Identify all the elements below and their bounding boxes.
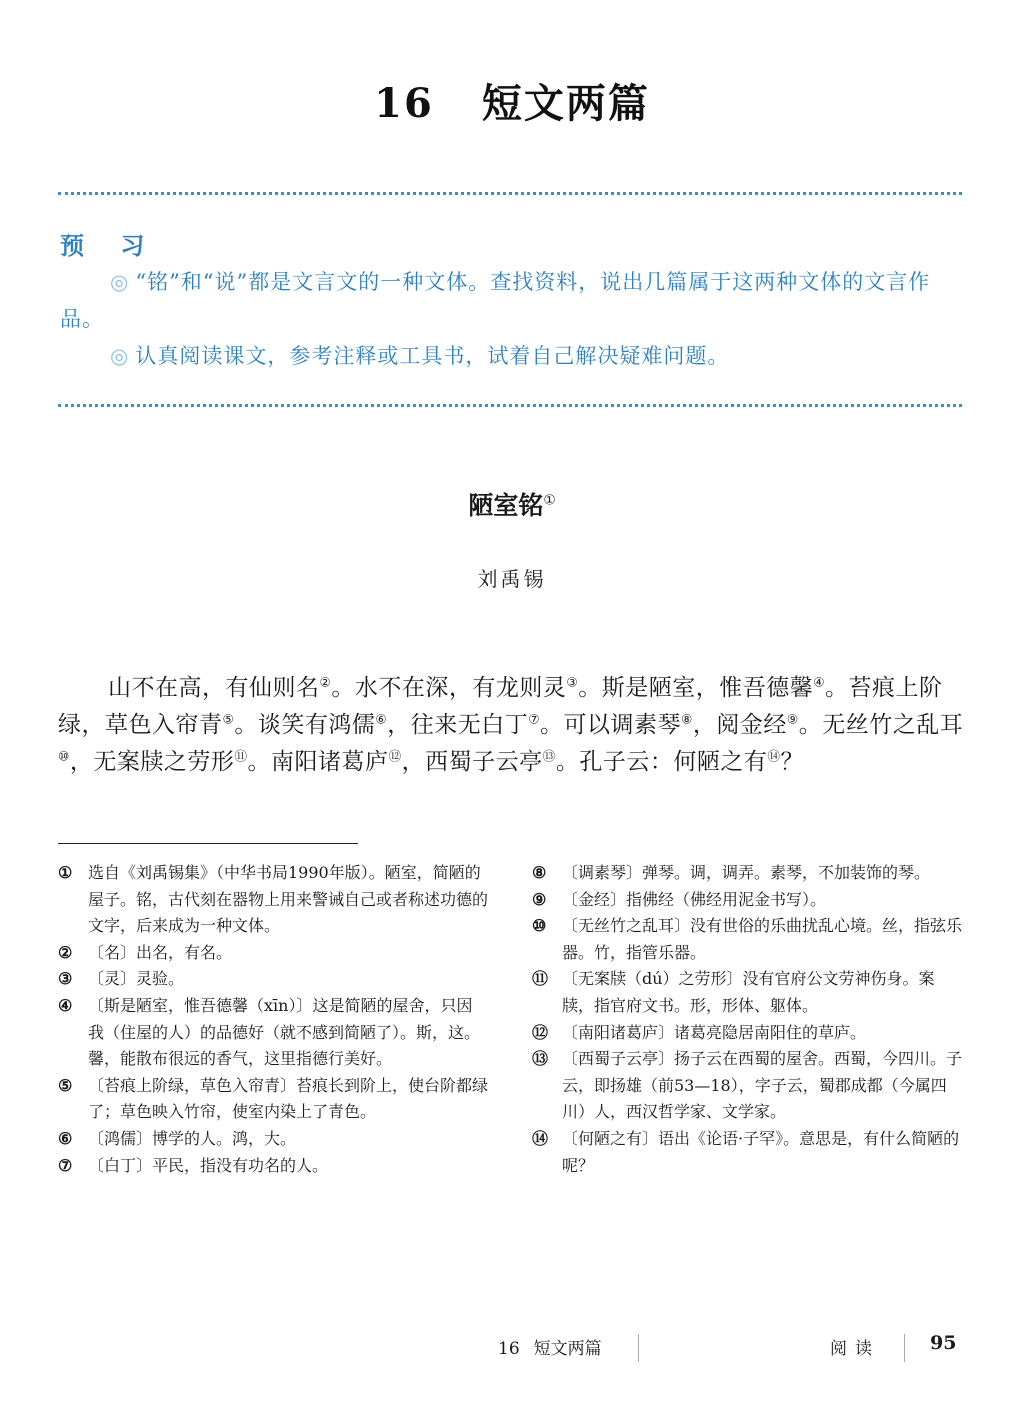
footnote-text: 〔何陋之有〕语出《论语·子罕》。意思是，有什么简陋的呢？ [562, 1128, 960, 1175]
footnote-text: 〔白丁〕平民，指没有功名的人。 [88, 1155, 329, 1175]
footnote-number: ⑩ [532, 916, 547, 936]
footnote-ref: ⑭ [767, 748, 781, 764]
footnote-item [58, 940, 488, 967]
footnote-text: 〔灵〕灵验。 [88, 969, 185, 989]
footnote-divider [58, 843, 358, 844]
footnote-text: 〔无丝竹之乱耳〕没有世俗的乐曲扰乱心境。丝，指弦乐器。竹，指管乐器。 [562, 916, 963, 962]
lesson-title [0, 72, 1024, 129]
footer-separator [638, 1334, 639, 1362]
footnote-item [58, 993, 488, 1073]
footnote-text: 〔鸿儒〕博学的人。鸿，大。 [88, 1128, 297, 1148]
article-text: 。无丝竹之乱耳 [798, 712, 964, 738]
footer-separator [904, 1334, 905, 1362]
footnote-item [58, 1073, 488, 1126]
footnote-text: 〔无案牍（dú）之劳形〕没有官府公文劳神伤身。案牍，指官府文书。形，形体、躯体。 [562, 969, 935, 1015]
footnote-number: ⑫ [532, 1022, 549, 1042]
article-text: 。苔痕上阶绿，草色入帘青 [58, 675, 943, 738]
article-title-text: 陋室铭 [468, 491, 544, 520]
footnote-text: 〔调素琴〕弹琴。调，调弄。素琴，不加装饰的琴。 [562, 863, 931, 882]
footnote-text: 〔金经〕指佛经（佛经用泥金书写）。 [562, 889, 827, 909]
page-number: 95 [930, 1332, 957, 1354]
article-body [58, 670, 964, 781]
article-text: ，无案牍之劳形 [69, 749, 235, 775]
article-author: 刘禹锡 [477, 567, 547, 591]
article-title [0, 486, 1024, 522]
footnote-text: 〔西蜀子云亭〕扬子云在西蜀的屋舍。西蜀，今四川。子云，即扬雄（前53—18），字子云，蜀郡成都（今属四川）人，西汉哲学家、文学家。 [562, 1049, 963, 1122]
preview-item [60, 338, 960, 375]
article-text: 。孔子云：何陋之有 [555, 749, 768, 775]
footer-section-label: 阅读 [830, 1339, 880, 1359]
article-text: ，西蜀子云亭 [401, 749, 543, 775]
footnote-ref: ⑤ [222, 711, 235, 727]
footnote-number: ⑨ [532, 889, 547, 909]
preview-item-text: “铭”和“说”都是文言文的一种文体。查找资料，说出几篇属于这两种文体的文言作品。 [60, 270, 931, 331]
footnote-ref: ④ [813, 674, 826, 690]
preview-divider-top [58, 192, 962, 195]
footnote-item [532, 1046, 962, 1126]
footnote-text: 〔南阳诸葛庐〕诸葛亮隐居南阳住的草庐。 [562, 1022, 867, 1042]
footnote-item [58, 860, 488, 940]
article-text: 。水不在深，有龙则灵 [331, 675, 567, 701]
article-text: ？ [780, 749, 804, 775]
footnote-ref: ⑨ [786, 711, 799, 727]
footnote-number: ⑬ [532, 1049, 549, 1069]
footnote-ref: ⑫ [388, 748, 402, 764]
preview-item [60, 264, 960, 338]
footnote-number: ⑦ [58, 1155, 73, 1175]
article-text: ，阅金经 [692, 712, 787, 738]
footer-lesson-title: 短文两篇 [533, 1339, 602, 1359]
footnotes-right-column [532, 860, 962, 1179]
article-text: 。谈笑有鸿儒 [234, 712, 376, 738]
article-text: 。可以调素琴 [540, 712, 682, 738]
footnote-ref: ⑧ [681, 711, 693, 727]
footnote-text: 〔名〕出名，有名。 [88, 942, 233, 962]
article-text: ，往来无白丁 [387, 712, 529, 738]
preview-item-text: 认真阅读课文，参考注释或工具书，试着自己解决疑难问题。 [135, 344, 730, 368]
footnote-number: ① [58, 863, 73, 882]
footnote-item [58, 966, 488, 993]
footnote-item [58, 1126, 488, 1153]
footnote-number: ⑥ [58, 1128, 73, 1148]
footnote-item [532, 1126, 962, 1179]
footnote-item [58, 1153, 488, 1180]
footnote-ref: ⑦ [528, 711, 541, 727]
footnote-text: 〔斯是陋室，惟吾德馨（xīn）〕这是简陋的屋舍，只因我（住屋的人）的品德好（就不感到简陋了）。斯，这。馨，能散布很远的香气，这里指德行美好。 [88, 995, 481, 1069]
footnote-number: ② [58, 942, 73, 962]
footnote-number: ⑭ [532, 1128, 549, 1148]
footnote-number: ⑤ [58, 1075, 73, 1095]
footnote-ref: ① [543, 492, 556, 509]
lesson-title-text: 短文两篇 [481, 81, 650, 127]
circle-bullet-icon: ◎ [110, 270, 130, 294]
footnote-ref: ⑬ [542, 748, 556, 764]
footnote-number: ④ [58, 995, 73, 1015]
article-text: 。南阳诸葛庐 [247, 749, 389, 775]
article-text: 山不在高，有仙则名 [108, 675, 320, 701]
footnote-number: ③ [58, 969, 73, 989]
footnote-number: ⑪ [532, 969, 549, 989]
footnote-item [532, 966, 962, 1019]
footnote-text: 选自《刘禹锡集》（中华书局1990年版）。陋室，简陋的屋子。铭，古代刻在器物上用来警诫自己或者称述功德的文字，后来成为一种文体。 [88, 863, 489, 936]
lesson-number: 16 [374, 80, 434, 127]
footnote-item [532, 1020, 962, 1047]
footnote-item [532, 860, 962, 887]
preview-heading: 预 习 [60, 231, 159, 260]
footnote-ref: ⑩ [58, 748, 70, 764]
footnote-number: ⑧ [532, 863, 547, 882]
footnote-item [532, 913, 962, 966]
footnote-ref: ⑪ [234, 748, 248, 764]
footnote-ref: ② [319, 674, 332, 690]
article-text: 。斯是陋室，惟吾德馨 [578, 675, 814, 701]
footnote-item [532, 887, 962, 914]
preview-section [60, 264, 960, 375]
footnote-ref: ③ [566, 674, 579, 690]
running-footer-lesson [498, 1334, 602, 1359]
preview-divider-bottom [58, 404, 962, 407]
footnote-text: 〔苔痕上阶绿，草色入帘青〕苔痕长到阶上，使台阶都绿了；草色映入竹帘，使室内染上了青色。 [88, 1075, 489, 1122]
footnote-ref: ⑥ [375, 711, 388, 727]
footnotes-left-column [58, 860, 488, 1179]
footer-lesson-number: 16 [498, 1339, 520, 1359]
circle-bullet-icon: ◎ [110, 344, 130, 368]
